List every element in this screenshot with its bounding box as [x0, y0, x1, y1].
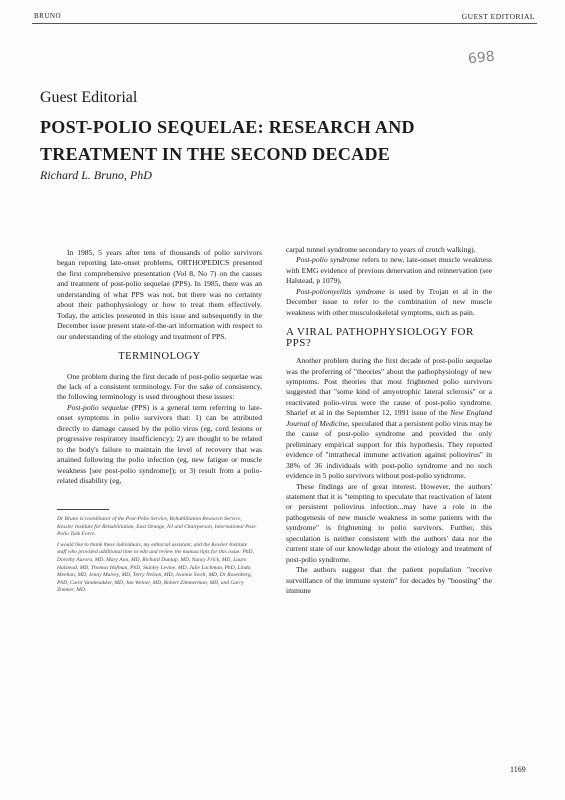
post-polio-syndrome-paragraph: [286, 255, 492, 286]
continued-paragraph: carpal tunnel syndrome secondary to years of crutch walking).: [286, 245, 476, 254]
page-number: 1169: [510, 765, 526, 774]
viral-text-a: Another problem during the first decade of post-polio sequelae was the proferring of "theories" about the pathophysiology of new symptoms. Post theories that most frightened polio survivors suggested that "some kind of amyotrophic lateral sclerosis" or a reactivated polio-virus were the cause of post-polio syndrome. Sharief et al in the September 12, 1991 issue of the: [286, 356, 492, 418]
footnote-acknowledgment: I would like to thank these individuals, my editorial assistant, and the Kessler Institute staff who provided additional time to edit and review the manuscripts for this issue: PhD, Dorothy Aurora, MD, Mary Ann, MD, Richard Dunlap, MD, Nancy Frick, MD, Lauro Halstead, MD, Thomas Hofman, PhD, Stanley Levine, MD, Julie Lachman, PhD, Linda Meehan, MD, Jenny Mulvey, MD, Terry Nelson, MD, Jeannie Swelt, MD, Dr Rosenberg, PhD, Carol Vandenakker, MD, Jan Weiner, MD, Robert Zimmerman, MD, and Garry Zimmer, MD.: [57, 541, 254, 594]
article-title: [40, 114, 520, 168]
viral-paragraph-3: The authors suggest that the patient population "receive surveillance of the immune system" for decades by "boosting" the immune: [286, 565, 492, 596]
journal-name: New England Journal of Medicine: [286, 408, 492, 428]
post-polio-syndrome-text: refers to new, late-onset muscle weakness with EMG evidence of previous denervation and reinnervation (see Halstead, p 1079).: [286, 255, 492, 286]
term-post-polio-syndrome: Post-polio syndrome: [296, 255, 360, 265]
running-head-left: BRUNO: [34, 12, 62, 20]
term-post-poliomyelitis: Post-poliomyelitis syndrome: [296, 286, 385, 296]
pps-definition-paragraph: [57, 403, 262, 487]
viral-paragraph-2: These findings are of great interest. However, the authors' statement that it is "tempting to speculate that reactivation of latent or persistent poliovirus infection...may have a role in the pathogenesis of new muscle weakness in some patients with the syndrome" is frightening to polio survivors. Further, this speculation is neither consistent with the authors' data nor the current state of our knowledge about the etiology and treatment of post-polio syndrome.: [286, 481, 492, 564]
terminology-paragraph: One problem during the first decade of post-polio sequelae was the lack of a consistent terminology. For the sake of consistency, the following terminology is used throughout these issues:: [57, 371, 262, 402]
footnote-separator: [57, 509, 109, 510]
author-byline: Richard L. Bruno, PhD: [40, 168, 152, 182]
section-kicker: Guest Editorial: [40, 89, 138, 106]
intro-paragraph: In 1985, 5 years after tens of thousands of polio survivors began reporting late-onset problems, ORTHOPEDICS presented the first comprehensive presentation (Vol 8, No 7) on the causes and treatment of post-polio sequelae (PPS). In 1985, there was an understanding of what PPS was not, but there was no certainty about their pathophysiology or how to treat them effectively. Today, the articles presented in this issue and subsequently in the December issue present state-of-the-art information with respect to our understanding of the etiology and treatment of PPS.: [57, 248, 262, 341]
viral-paragraph-1: [286, 356, 492, 481]
title-line-1: POST-POLIO SEQUELAE: RESEARCH AND: [40, 117, 415, 137]
right-column: [286, 245, 492, 597]
post-poliomyelitis-paragraph: [286, 287, 492, 318]
viral-text-b: , speculated that a persistent polio virus may be the cause of post-polio syndrome and provided the only preliminary empirical support for this hypothesis. They reported evidence of "intrathecal immune activation against poliovirus" in 38% of 36 individuals with post-polio syndrome and no such evidence in 5 polio survivors without post-polio syndrome.: [286, 418, 492, 481]
left-column: [57, 248, 262, 487]
term-pps: Post-polio sequelae: [67, 402, 129, 412]
title-line-2: TREATMENT IN THE SECOND DECADE: [40, 144, 391, 164]
post-poliomyelitis-text: is used by Trojan et al in the December issue to refer to the combination of new muscle weakness with other musculoskeletal symptoms, such as pain.: [286, 286, 492, 317]
footnote-affiliation: Dr Bruno is coordinator of the Post-Polio Service, Rehabilitation Research Service, Kessler Institute for Rehabilitation, East Orange, NJ and Chairperson, International Post-Polio Task Force.: [57, 516, 257, 538]
header-rule: [32, 23, 537, 24]
footnote: [57, 516, 257, 598]
section-heading-terminology: TERMINOLOGY: [118, 351, 201, 363]
handwritten-page-number: 698: [467, 48, 496, 68]
running-head-right: GUEST EDITORIAL: [461, 12, 535, 21]
section-heading-viral: A VIRAL PATHOPHYSIOLOGY FOR PPS?: [286, 326, 474, 349]
pps-definition-text: (PPS) is a general term referring to late-onset symptoms in polio survivors that: 1) can be attributed directly to damage caused by the polio virus (eg, cord lesions or progressive respiratory insufficiency); 2) are thought to be related to the body's failure to maintain the level of recovery that was attained following the polio infection (eg, new fatigue or muscle weakness [see post-polio syndrome]); or 3) result from a polio-related disability (eg,: [57, 402, 262, 486]
